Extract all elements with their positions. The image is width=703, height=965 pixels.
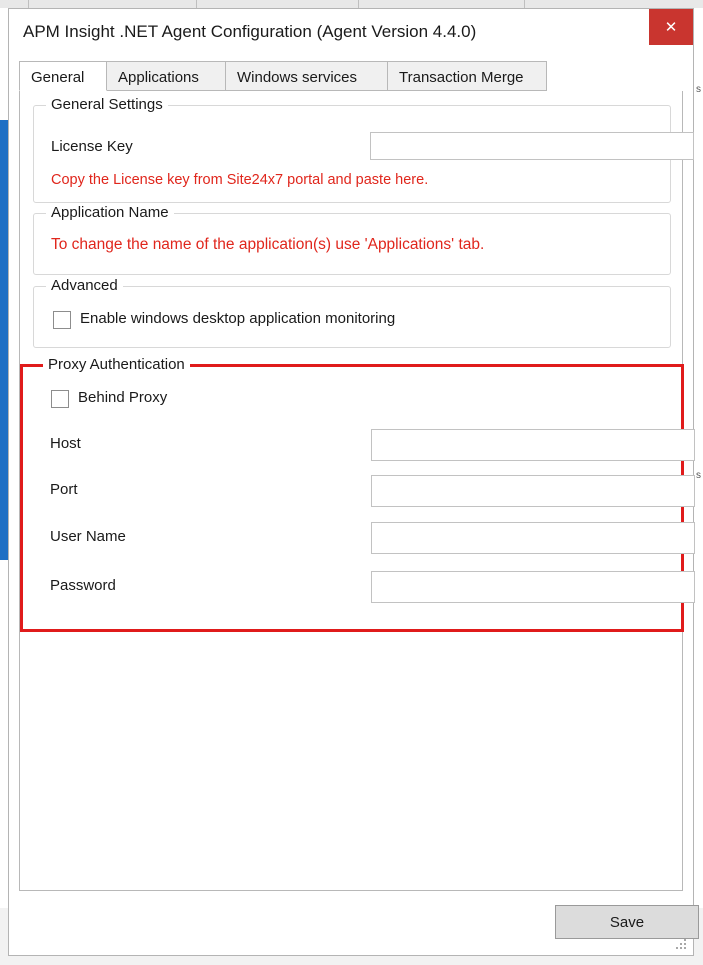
background-side-text-mid: s (696, 470, 701, 481)
group-general-settings-title: General Settings (46, 96, 168, 113)
group-advanced (33, 277, 671, 348)
close-icon[interactable]: ✕ (649, 9, 693, 45)
proxy-port-label: Port (50, 481, 78, 498)
background-tab-seam (524, 0, 525, 8)
behind-proxy-label: Behind Proxy (78, 389, 168, 406)
resize-grip-icon[interactable] (676, 939, 688, 951)
license-key-input[interactable] (370, 132, 694, 160)
enable-desktop-monitoring-label: Enable windows desktop application monitoring (80, 310, 396, 327)
behind-proxy-checkbox[interactable] (51, 390, 69, 408)
group-general-settings (33, 96, 671, 203)
background-tab-seam (358, 0, 359, 8)
proxy-password-input[interactable] (371, 571, 695, 603)
group-proxy-authentication (20, 356, 684, 632)
enable-desktop-monitoring-checkbox[interactable] (53, 311, 71, 329)
background-tab-seam (196, 0, 197, 8)
group-advanced-title: Advanced (46, 277, 123, 294)
proxy-password-label: Password (50, 577, 116, 594)
save-button[interactable]: Save (555, 905, 699, 939)
tab-transaction-merge[interactable]: Transaction Merge (387, 61, 547, 91)
proxy-username-input[interactable] (371, 522, 695, 554)
tab-general[interactable]: General (19, 61, 107, 91)
license-key-label: License Key (51, 138, 133, 155)
proxy-host-label: Host (50, 435, 81, 452)
agent-configuration-dialog (8, 8, 694, 956)
tab-bar (19, 61, 683, 92)
group-application-name-title: Application Name (46, 204, 174, 221)
license-key-hint: Copy the License key from Site24x7 portal and paste here. (51, 172, 429, 188)
background-side-text-top: s (696, 84, 701, 95)
background-tab-seam (28, 0, 29, 8)
proxy-username-label: User Name (50, 528, 126, 545)
window-title: APM Insight .NET Agent Configuration (Agent Version 4.4.0) (23, 22, 477, 41)
group-proxy-authentication-title: Proxy Authentication (43, 356, 190, 373)
tab-content-general (19, 91, 683, 891)
title-bar (9, 9, 693, 55)
application-name-hint: To change the name of the application(s) use 'Applications' tab. (51, 236, 485, 253)
group-application-name (33, 204, 671, 275)
tab-windows-services[interactable]: Windows services (225, 61, 388, 91)
proxy-host-input[interactable] (371, 429, 695, 461)
proxy-port-input[interactable] (371, 475, 695, 507)
background-blue-selection (0, 120, 8, 560)
tab-applications[interactable]: Applications (106, 61, 226, 91)
